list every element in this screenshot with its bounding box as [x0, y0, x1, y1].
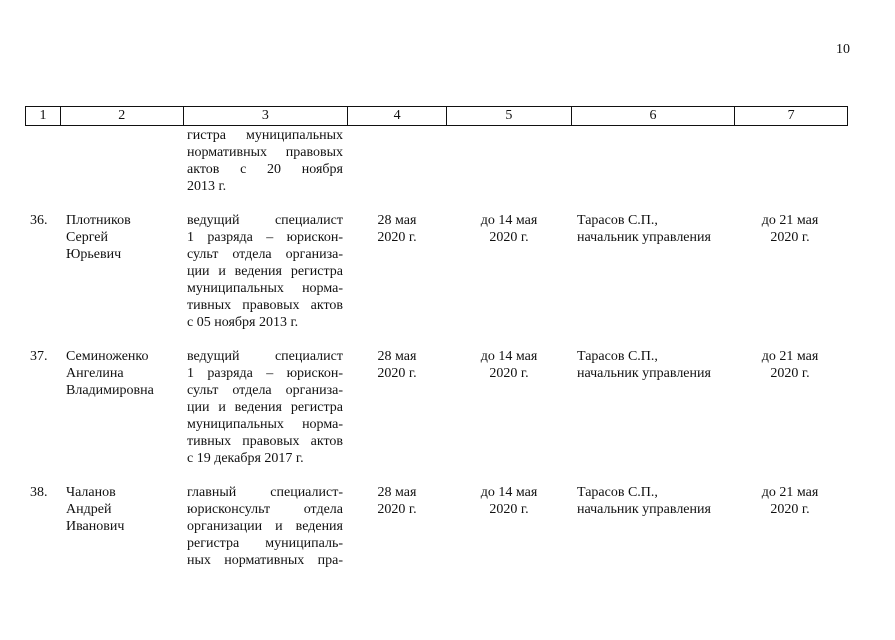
name-line: Иванович — [66, 519, 125, 534]
date-line: до 14 мая — [480, 349, 538, 364]
deadline-col5 — [469, 348, 549, 382]
page-number: 10 — [836, 42, 850, 57]
date-line: до 21 мая — [761, 213, 819, 228]
row-number: 37. — [30, 349, 48, 364]
description-line: муниципальных норма- — [187, 417, 343, 432]
date-line: 2020 г. — [489, 366, 529, 381]
deadline-col7 — [750, 212, 830, 246]
name-line: Сергей — [66, 230, 108, 245]
position-description — [187, 212, 343, 331]
description-line: организации и ведения — [187, 519, 343, 534]
position-description — [187, 348, 343, 467]
date-line: 2020 г. — [489, 230, 529, 245]
column-number-2: 2 — [61, 107, 184, 125]
responsible-line: начальник управления — [577, 230, 711, 245]
continuation-description — [187, 127, 343, 195]
name-line: Ангелина — [66, 366, 124, 381]
date-line: 2020 г. — [377, 502, 417, 517]
name-line: Андрей — [66, 502, 112, 517]
responsible-person — [577, 212, 711, 246]
description-line: с 05 ноября 2013 г. — [187, 315, 299, 330]
description-line: ведущий специалист — [187, 349, 343, 364]
employee-name — [66, 484, 124, 535]
name-line: Семиноженко — [66, 349, 149, 364]
date-line: 28 мая — [377, 213, 417, 228]
date-line: 2020 г. — [770, 502, 810, 517]
description-line: 1 разряда – юрискон- — [187, 366, 343, 381]
responsible-line: Тарасов С.П., — [577, 213, 658, 228]
column-number-3: 3 — [184, 107, 349, 125]
date-line: 2020 г. — [489, 502, 529, 517]
column-number-7: 7 — [787, 108, 795, 123]
name-line: Юрьевич — [66, 247, 122, 262]
deadline-col5 — [469, 484, 549, 518]
employee-name — [66, 212, 131, 263]
responsible-line: Тарасов С.П., — [577, 349, 658, 364]
name-line: Плотников — [66, 213, 131, 228]
responsible-person — [577, 484, 711, 518]
responsible-line: Тарасов С.П., — [577, 485, 658, 500]
date-line: 2020 г. — [377, 366, 417, 381]
name-line: Владимировна — [66, 383, 154, 398]
employee-name — [66, 348, 154, 399]
column-number-5: 5 — [447, 107, 572, 125]
responsible-line: начальник управления — [577, 502, 711, 517]
date-line: 28 мая — [377, 349, 417, 364]
date-col4 — [357, 484, 437, 518]
date-line: до 21 мая — [761, 349, 819, 364]
column-number-header — [25, 106, 848, 126]
deadline-col7 — [750, 484, 830, 518]
date-line: до 14 мая — [480, 485, 538, 500]
column-number-1: 1 — [26, 107, 61, 125]
row-number: 36. — [30, 213, 48, 228]
description-line: сульт отдела организа- — [187, 383, 343, 398]
date-line: до 14 мая — [480, 213, 538, 228]
description-line: главный специалист- — [187, 485, 343, 500]
column-number-6: 6 — [572, 107, 736, 125]
description-line: муниципальных норма- — [187, 281, 343, 296]
description-line: актов с 20 ноября — [187, 162, 343, 177]
description-line: регистра муниципаль- — [187, 536, 343, 551]
date-col4 — [357, 348, 437, 382]
date-line: 2020 г. — [770, 230, 810, 245]
responsible-line: начальник управления — [577, 366, 711, 381]
row-number: 38. — [30, 485, 48, 500]
description-line: ции и ведения регистра — [187, 264, 343, 279]
date-line: до 21 мая — [761, 485, 819, 500]
date-col4 — [357, 212, 437, 246]
position-description — [187, 484, 343, 569]
deadline-col5 — [469, 212, 549, 246]
description-line: 2013 г. — [187, 179, 227, 194]
description-line: сульт отдела организа- — [187, 247, 343, 262]
description-line: юрисконсульт отдела — [187, 502, 343, 517]
description-line: тивных правовых актов — [187, 298, 343, 313]
deadline-col7 — [750, 348, 830, 382]
description-line: нормативных правовых — [187, 145, 343, 160]
description-line: ведущий специалист — [187, 213, 343, 228]
date-line: 2020 г. — [770, 366, 810, 381]
description-line: 1 разряда – юрискон- — [187, 230, 343, 245]
description-line: тивных правовых актов — [187, 434, 343, 449]
description-line: с 19 декабря 2017 г. — [187, 451, 304, 466]
date-line: 2020 г. — [377, 230, 417, 245]
description-line: гистра муниципальных — [187, 128, 343, 143]
description-line: ции и ведения регистра — [187, 400, 343, 415]
name-line: Чаланов — [66, 485, 116, 500]
description-line: ных нормативных пра- — [187, 553, 343, 568]
column-number-4: 4 — [348, 107, 447, 125]
responsible-person — [577, 348, 711, 382]
date-line: 28 мая — [377, 485, 417, 500]
